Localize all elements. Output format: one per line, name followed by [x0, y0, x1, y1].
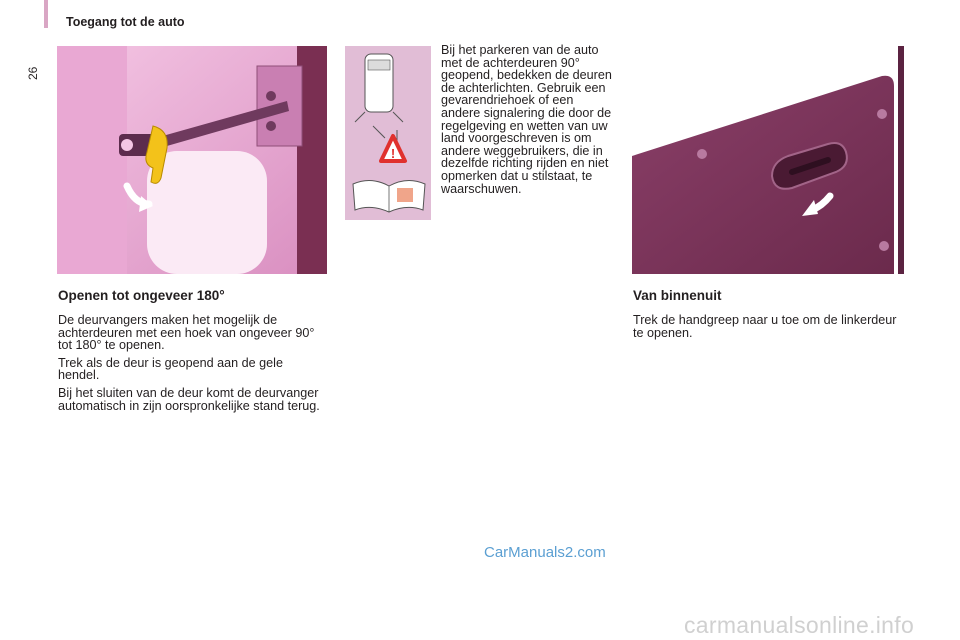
heading-from-inside: Van binnenuit — [633, 288, 722, 303]
page-number: 26 — [26, 66, 40, 80]
paragraph: De deurvangers maken het mogelijk de achterdeuren met een hoek van ongeveer 90° tot 180° te openen. — [58, 313, 315, 353]
warning-text: Bij het parkeren van de auto met de achterdeuren 90° geopend, bedekken de deuren de achterlichten. Gebruik een gevarendriehoek of een andere signalering die door de regelgeving en wetten van uw land voorgeschreven is om andere weggebruikers, die in dezelfde richting rijden en niet opmerken dat u stilstaat, te waarschuwen. — [441, 43, 612, 196]
section-title: Toegang tot de auto — [66, 15, 185, 29]
paragraph: Trek als de deur is geopend aan de gele hendel. — [58, 355, 283, 383]
footer-watermark: carmanualsonline.info — [684, 612, 915, 638]
right-body-text — [633, 314, 903, 344]
svg-text:!: ! — [390, 146, 396, 161]
heading-open-180: Openen tot ongeveer 180° — [58, 288, 225, 303]
left-body-text — [58, 314, 323, 417]
margin-bar — [44, 0, 48, 28]
site-watermark[interactable]: CarManuals2.com — [484, 544, 606, 561]
paragraph: Trek de handgreep naar u toe om de linkerdeur te openen. — [633, 313, 897, 340]
paragraph: Bij het sluiten van de deur komt de deurvanger automatisch in zijn oorspronkelijke stand terug. — [58, 385, 320, 413]
inner-door-illustration — [632, 46, 904, 274]
door-stop-illustration — [57, 46, 327, 274]
warning-illustration — [345, 46, 431, 220]
